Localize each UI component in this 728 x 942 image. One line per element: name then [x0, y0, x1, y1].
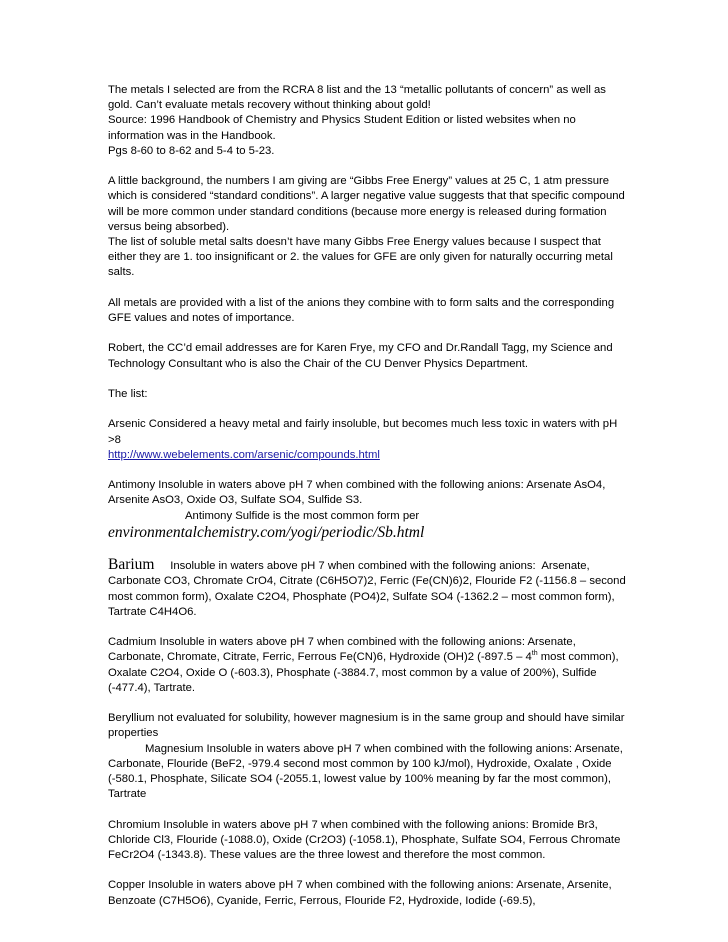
barium-name: Barium	[108, 556, 155, 574]
arsenic-text: Arsenic Considered a heavy metal and fairly insoluble, but becomes much less toxic in waters with pH >8	[108, 418, 618, 446]
magnesium-text: Insoluble in waters above pH 7 when combined with the following anions: Arsenate, Carbonate, Flouride (BeF2, -979.4 second most common by 100 kJ/mol), Hydroxide, Oxalate , Oxide (-580.1, Phosphate, Silicate SO4 (-2055.1, lowest value by 100% meaning by far the most common), Tartrate	[108, 742, 623, 801]
beryllium-text: Beryllium not evaluated for solubility, however magnesium is in the same group and should have similar properties	[108, 712, 625, 740]
barium-entry	[108, 557, 628, 620]
all-metals-paragraph: All metals are provided with a list of the anions they combine with to form salts and the corresponding GFE values and notes of importance.	[108, 296, 615, 325]
arsenic-link[interactable]: http://www.webelements.com/arsenic/compounds.html	[108, 448, 380, 461]
background-text-2: The list of soluble metal salts doesn’t have many Gibbs Free Energy values because I suspect that either they are 1. too insignificant or 2. the values for GFE are only given for naturally occurring metal salts.	[108, 236, 613, 279]
cadmium-entry	[108, 635, 628, 696]
barium-text: Insoluble in waters above pH 7 when combined with the following anions: Arsenate, Carbonate CO3, Chromate CrO4, Citrate (C6H5O7)2, Ferric (Fe(CN)6)2, Flouride F2 (-1156.8 – second most common form), Oxalate C2O4, Phosphate (PO4)2, Sulfate SO4 (-1362.2 – most common form), Tartrate C4H4O6.	[108, 560, 629, 618]
robert-paragraph: Robert, the CC’d email addresses are for Karen Frye, my CFO and Dr.Randall Tagg, my Science and Technology Consultant who is also the Chair of the CU Denver Physics Department.	[108, 342, 613, 370]
intro-line-1: The metals I selected are from the RCRA 8 list and the 13 “metallic pollutants of concern” as well as gold. Can’t evaluate metals recovery without thinking about gold!	[108, 84, 606, 112]
background-paragraph	[108, 174, 628, 280]
antimony-entry	[108, 478, 628, 542]
intro-paragraph	[108, 83, 628, 159]
antimony-note: Antimony Sulfide is the most common form per	[185, 509, 420, 522]
chromium-entry: Chromium Insoluble in waters above pH 7 when combined with the following anions: Bromide Br3, Chloride Cl3, Flouride (-1088.0), Oxide (Cr2O3) (-1058.1), Phosphate, Sulfate SO4, Ferrous Chromate FeCr2O4 (-1343.8). These values are the three lowest and therefore the most common.	[108, 818, 621, 861]
copper-entry: Copper Insoluble in waters above pH 7 when combined with the following anions: Arsenate, Arsenite, Benzoate (C7H5O6), Cyanide, Ferric, Ferrous, Flouride F2, Hydroxide, Iodide (-69.5),	[108, 879, 612, 907]
background-text-1: A little background, the numbers I am giving are “Gibbs Free Energy” values at 25 C, 1 atm pressure which is considered “standard conditions”. A larger negative value suggests that that specific compound will be more common under standard conditions (because more energy is released during formation versus being absorbed).	[108, 175, 625, 233]
list-label: The list:	[108, 388, 148, 400]
cadmium-text-b: most common), Oxalate C2O4, Oxide O (-603.3), Phosphate (-3884.7, most common by a value of 200%), Sulfide (-477.4), Tartrate.	[108, 651, 619, 694]
document-page	[108, 83, 628, 924]
intro-source: Source: 1996 Handbook of Chemistry and Physics Student Edition or listed websites when no information was in the Handbook.	[108, 114, 576, 142]
arsenic-entry	[108, 417, 628, 463]
cadmium-superscript: th	[531, 650, 538, 658]
antimony-text: Antimony Insoluble in waters above pH 7 when combined with the following anions: Arsenate AsO4, Arsenite AsO3, Oxide O3, Sulfate SO4, Sulfide S3.	[108, 479, 606, 507]
antimony-source: environmentalchemistry.com/yogi/periodic/Sb.html	[108, 523, 425, 541]
beryllium-entry	[108, 711, 628, 802]
magnesium-name: Magnesium	[145, 742, 204, 755]
cadmium-text-a: Cadmium Insoluble in waters above pH 7 when combined with the following anions: Arsenate, Carbonate, Chromate, Citrate, Ferric, Ferrous Fe(CN)6, Hydroxide (OH)2 (-897.5 – 4	[108, 636, 576, 664]
intro-pages: Pgs 8-60 to 8-62 and 5-4 to 5-23.	[108, 144, 275, 157]
